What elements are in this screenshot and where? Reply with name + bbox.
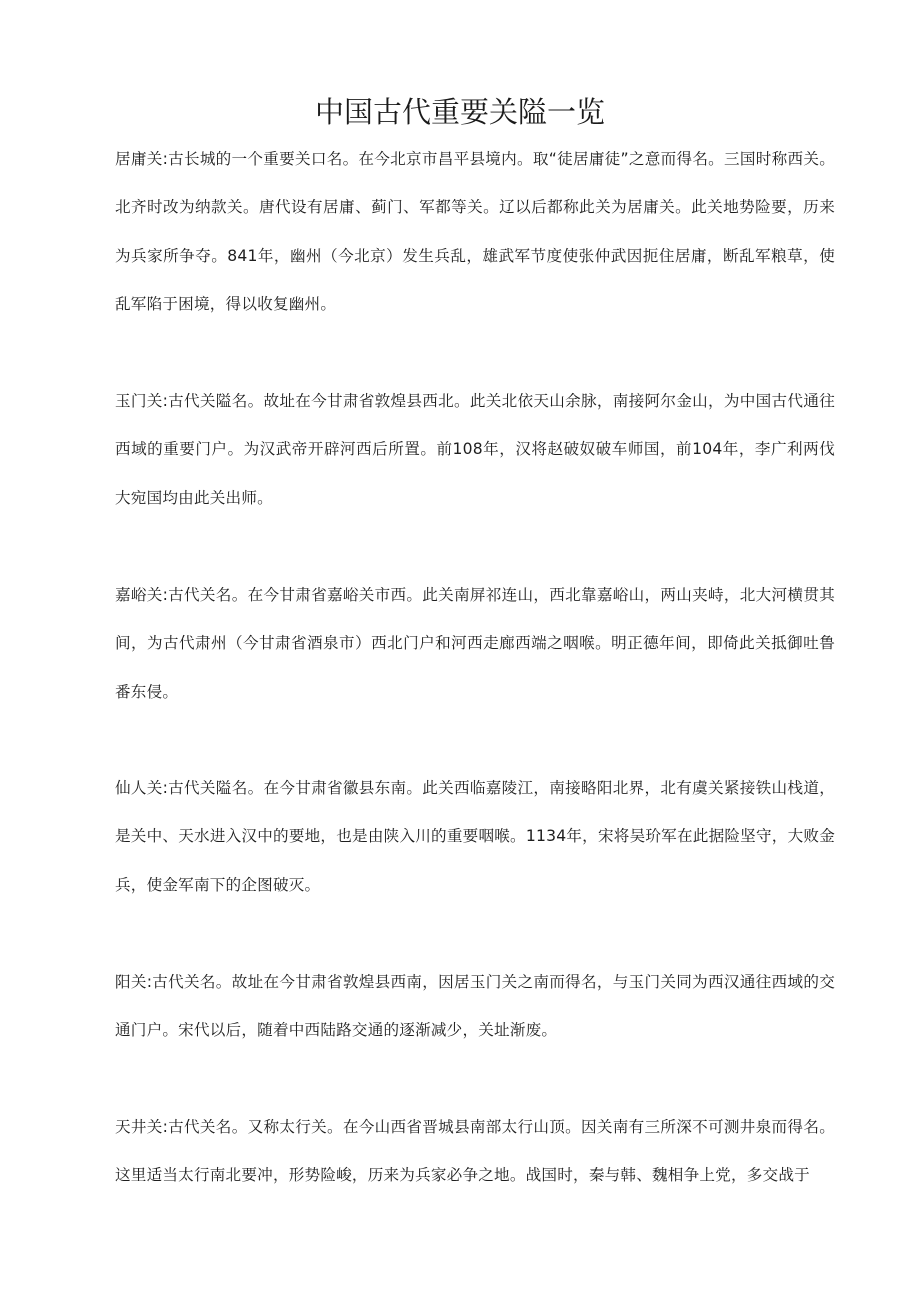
entry-yangguan: 阳关:古代关名。故址在今甘肃省敦煌县西南，因居玉门关之南而得名，与玉门关同为西汉通往西域的交通门户。宋代以后，随着中西陆路交通的逐渐减少，关址渐废。 [115,973,835,1040]
entry-jiayuguan: 嘉峪关:古代关名。在今甘肃省嘉峪关市西。此关南屏祁连山，西北靠嘉峪山，两山夹峙，北大河横贯其间，为古代肃州（今甘肃省酒泉市）西北门户和河西走廊西端之咽喉。明正德年间，即倚此关抵御吐鲁番东侵。 [115,586,835,701]
entry-xianrenguan: 仙人关:古代关隘名。在今甘肃省徽县东南。此关西临嘉陵江，南接略阳北界，北有虞关紧接铁山栈道，是关中、天水进入汉中的要地，也是由陕入川的重要咽喉。1134年，宋将吴玠军在此据险坚守，大败金兵，使金军南下的企图破灭。 [115,779,835,894]
entry-tianjingguan: 天井关:古代关名。又称太行关。在今山西省晋城县南部太行山顶。因关南有三所深不可测井泉而得名。这里适当太行南北要冲，形势险峻，历来为兵家必争之地。战国时，秦与韩、魏相争上党，多交战于 [115,1118,835,1185]
entry-juyongguan: 居庸关:古长城的一个重要关口名。在今北京市昌平县境内。取“徒居庸徒”之意而得名。三国时称西关。北齐时改为纳款关。唐代设有居庸、蓟门、军都等关。辽以后都称此关为居庸关。此关地势险要，历来为兵家所争夺。841年，幽州（今北京）发生兵乱，雄武军节度使张仲武因扼住居庸，断乱军粮草，使乱军陷于困境，得以收复幽州。 [115,150,835,314]
page-title: 中国古代重要关隘一览 [314,95,605,129]
entry-yumenguan: 玉门关:古代关隘名。故址在今甘肃省敦煌县西北。此关北依天山余脉，南接阿尔金山，为中国古代通往西域的重要门户。为汉武帝开辟河西后所置。前108年，汉将赵破奴破车师国，前104年，李广利两伐大宛国均由此关出师。 [115,392,835,507]
